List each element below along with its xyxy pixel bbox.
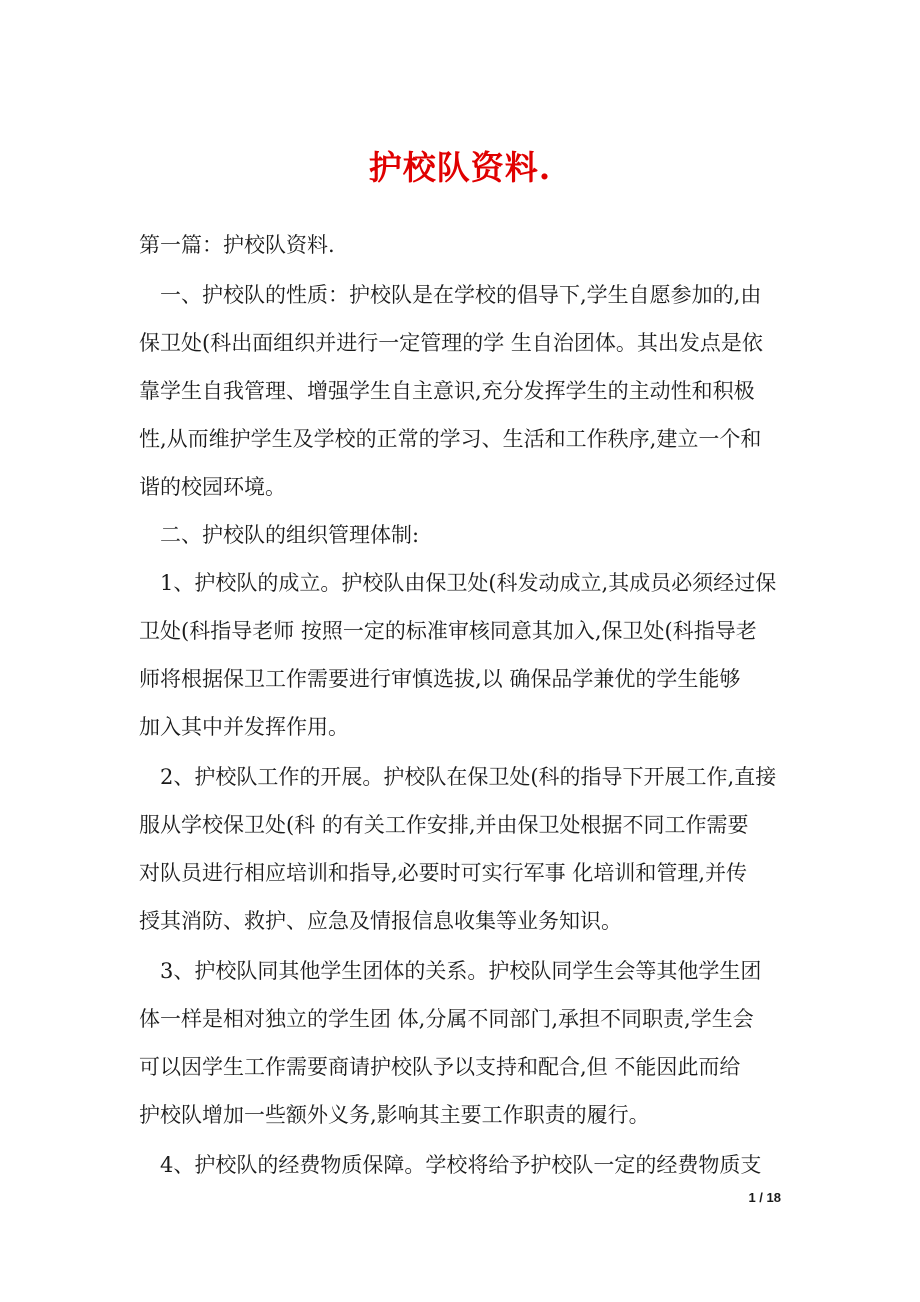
text-line: 师将根据保卫工作需要进行审慎选拔,以 确保品学兼优的学生能够: [139, 667, 741, 691]
text-line: 性,从而维护学生及学校的正常的学习、生活和工作秩序,建立一个和: [139, 427, 762, 451]
text-line: 对队员进行相应培训和指导,必要时可实行军事 化培训和管理,并传: [139, 861, 748, 885]
text-line: 3、护校队同其他学生团体的关系。护校队同学生会等其他学生团: [139, 959, 762, 983]
page-number: 1 / 18: [748, 1190, 781, 1205]
text-line: 靠学生自我管理、增强学生自主意识,充分发挥学生的主动性和积极: [139, 379, 755, 403]
text-line: 体一样是相对独立的学生团 体,分属不同部门,承担不同职责,学生会: [139, 1007, 754, 1031]
text-line: 1、护校队的成立。护校队由保卫处(科发动成立,其成员必须经过保: [139, 571, 777, 595]
text-line: 加入其中并发挥作用。: [139, 715, 349, 739]
text-line: 第一篇：护校队资料.: [139, 233, 335, 257]
text-line: 4、护校队的经费物质保障。学校将给予护校队一定的经费物质支: [139, 1153, 762, 1177]
text-line: 保卫处(科出面组织并进行一定管理的学 生自治团体。其出发点是依: [139, 331, 763, 355]
text-line: 谐的校园环境。: [139, 475, 286, 499]
text-line: 服从学校保卫处(科 的有关工作安排,并由保卫处根据不同工作需要: [139, 813, 749, 837]
text-line: 2、护校队工作的开展。护校队在保卫处(科的指导下开展工作,直接: [139, 765, 777, 789]
text-line: 可以因学生工作需要商请护校队予以支持和配合,但 不能因此而给: [139, 1055, 741, 1079]
text-line: 护校队增加一些额外义务,影响其主要工作职责的履行。: [139, 1103, 650, 1127]
text-line: 二、护校队的组织管理体制:: [139, 523, 420, 547]
text-line: 卫处(科指导老师 按照一定的标准审核同意其加入,保卫处(科指导老: [139, 619, 757, 643]
text-line: 一、护校队的性质：护校队是在学校的倡导下,学生自愿参加的,由: [139, 283, 762, 307]
text-line: 授其消防、救护、应急及情报信息收集等业务知识。: [139, 909, 622, 933]
document-title: 护校队资料.: [368, 148, 552, 187]
